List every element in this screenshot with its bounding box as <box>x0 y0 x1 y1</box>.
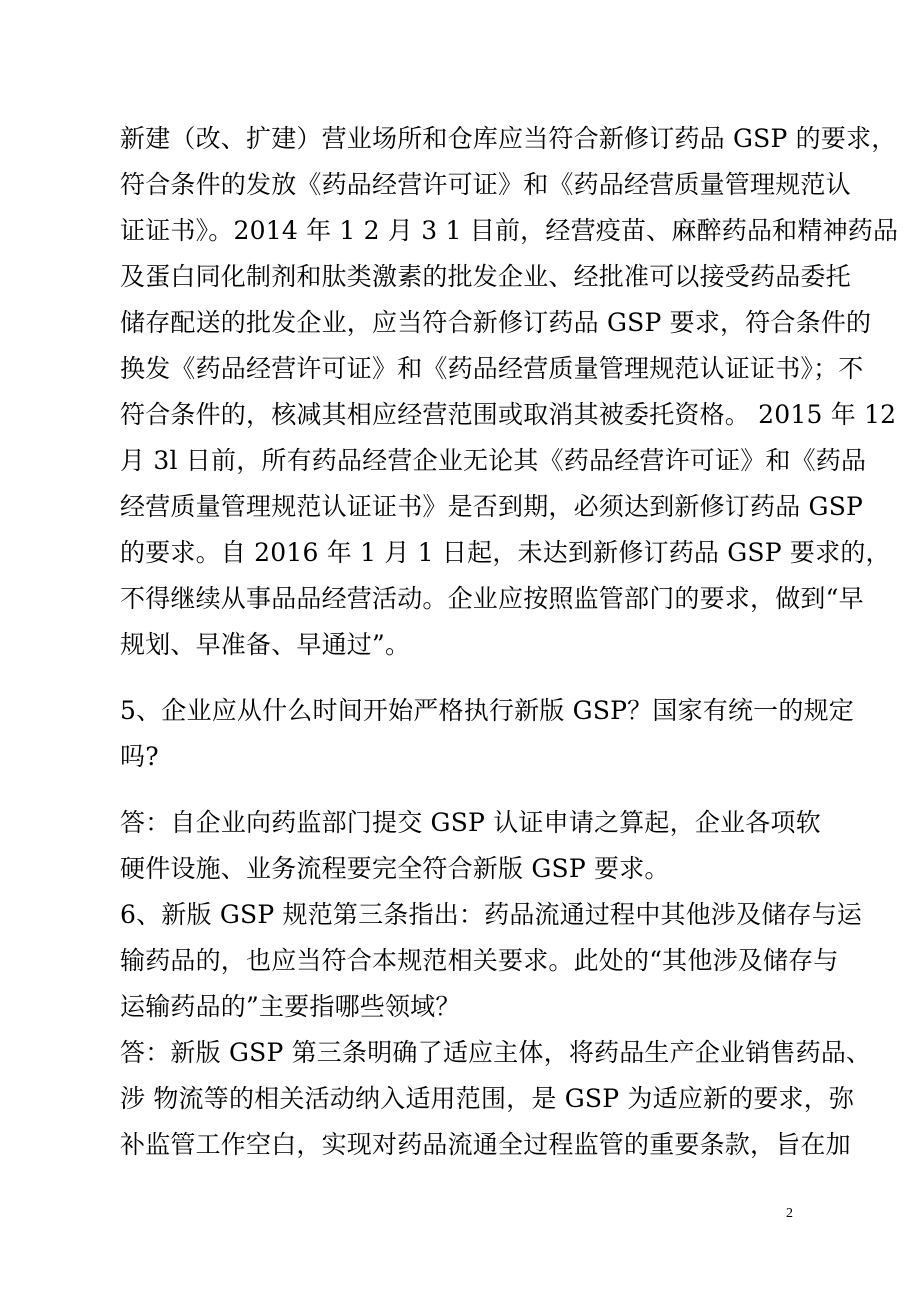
answer-6-line-2: 涉 物流等的相关活动纳入适用范围，是 GSP 为适应新的要求，弥 <box>120 1084 855 1113</box>
page-number: 2 <box>786 1206 793 1221</box>
question-6-line-1: 6、新版 GSP 规范第三条指出：药品流通过程中其他涉及储存与运 <box>120 900 863 929</box>
question-5-line-2: 吗? <box>120 742 159 771</box>
text-line-11: 不得继续从事品品经营活动。企业应按照监管部门的要求，做到“早 <box>120 584 864 613</box>
question-5-line-1: 5、企业应从什么时间开始严格执行新版 GSP？国家有统一的规定 <box>120 696 854 725</box>
text-line-3: 证证书》。2014 年 1 2 月 3 1 目前，经营疫苗、麻醉药品和精神药品 <box>120 216 899 245</box>
question-6-line-2: 输药品的，也应当符合本规范相关要求。此处的“其他涉及储存与 <box>120 946 839 975</box>
answer-5-line-1: 答：自企业向药监部门提交 GSP 认证申请之算起，企业各项软 <box>120 808 821 837</box>
text-line-9: 经营质量管理规范认证证书》是否到期，必须达到新修订药品 GSP <box>120 492 864 521</box>
text-line-4: 及蛋白同化制剂和肽类激素的批发企业、经批准可以接受药品委托 <box>120 262 851 291</box>
text-line-2: 符合条件的发放《药品经营许可证》和《药品经营质量管理规范认 <box>120 170 851 199</box>
text-line-5: 储存配送的批发企业，应当符合新修订药品 GSP 要求，符合条件的 <box>120 308 872 337</box>
text-line-8: 月 3l 日前，所有药品经营企业无论其《药品经营许可证》和《药品 <box>120 446 867 475</box>
answer-6-line-1: 答：新版 GSP 第三条明确了适应主体，将药品生产企业销售药品、 <box>120 1038 872 1067</box>
question-6-line-3: 运输药品的”主要指哪些领域？ <box>120 992 461 1021</box>
text-line-10: 的要求。自 2016 年 1 月 1 日起，未达到新修订药品 GSP 要求的， <box>120 538 891 567</box>
answer-5-line-2: 硬件设施、业务流程要完全符合新版 GSP 要求。 <box>120 854 670 883</box>
text-line-12: 规划、早准备、早通过”。 <box>120 630 411 659</box>
text-line-1: 新建（改、扩建）营业场所和仓库应当符合新修订药品 GSP 的要求， <box>120 124 897 153</box>
answer-6-line-3: 补监管工作空白，实现对药品流通全过程监管的重要条款，旨在加 <box>120 1130 851 1159</box>
text-line-6: 换发《药品经营许可证》和《药品经营质量管理规范认证证书》；不 <box>120 354 864 383</box>
text-line-7: 符合条件的，核减其相应经营范围或取消其被委托资格。 2015 年 12 <box>120 400 897 429</box>
